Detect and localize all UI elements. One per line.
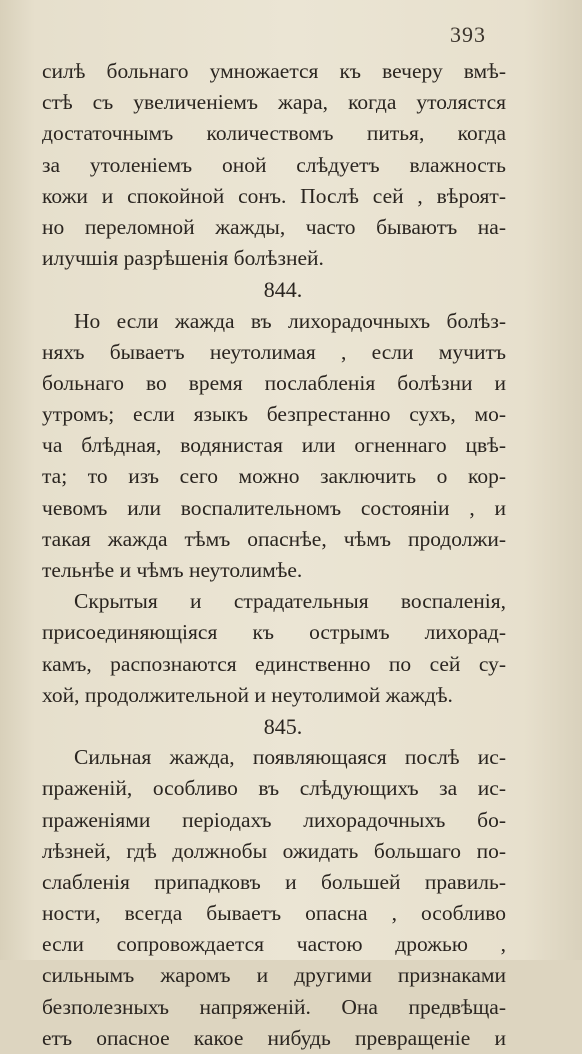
text-line: илучшія разрѣшенія болѣзней. [42, 246, 324, 271]
paragraph-844-2 [42, 586, 506, 711]
text-line: няхъ бываетъ неутолимая , если мучитъ [42, 339, 506, 364]
text-line: слабленія припадковъ и большей правиль- [42, 869, 506, 894]
text-line: достаточнымъ количествомъ питья, когда [42, 121, 506, 146]
text-line: хой, продолжительной и неутолимой жаждѣ. [42, 682, 453, 707]
text-line: Но если жажда въ лихорадочныхъ болѣз- [74, 308, 506, 333]
text-line: праженій, особливо въ слѣдующихъ за ис- [42, 776, 506, 801]
text-line: сильнымъ жаромъ и другими признаками [42, 963, 506, 988]
text-line: такая жажда тѣмъ опаснѣе, чѣмъ продолжи- [42, 526, 506, 551]
text-line: силѣ больнаго умножается къ вечеру вмѣ- [42, 59, 506, 83]
text-line: присоединяющіяся къ острымъ лихорад- [42, 620, 506, 645]
continued-paragraph [42, 56, 506, 274]
text-line: за утоленіемъ оной слѣдуетъ влажность [42, 152, 506, 177]
paragraph-844-1 [42, 306, 506, 587]
text-line: утромъ; если языкъ безпрестанно сухъ, мо- [42, 402, 506, 427]
text-line: Сильная жажда, появляющаяся послѣ ис- [74, 745, 506, 770]
text-line: но переломной жажды, часто бываютъ на- [42, 214, 506, 239]
text-line: если сопровождается частою дрожью , [42, 932, 506, 957]
text-line: Скрытыя и страдательныя воспаленія, [74, 589, 506, 614]
text-line: безполезныхъ напряженій. Она предвѣща- [42, 994, 506, 1019]
page-body [42, 56, 506, 1054]
section-heading-845: 845. [263, 713, 303, 739]
text-line: лѣзней, гдѣ должнобы ожидать большаго по- [42, 838, 506, 863]
text-line: тельнѣе и чѣмъ неутолимѣе. [42, 558, 303, 582]
text-line: кожи и спокойной сонъ. Послѣ сей , вѣроят- [42, 183, 506, 208]
text-line: чевомъ или воспалительномъ состояніи , и [42, 495, 506, 520]
text-line: та; то изъ сего можно заключить о кор- [42, 464, 506, 489]
paragraph-845-1 [42, 742, 506, 1054]
section-heading-844: 844. [263, 277, 303, 303]
text-line: праженіями періодахъ лихорадочныхъ бо- [42, 807, 506, 832]
text-line: больнаго во время послабленія болѣзни и [42, 370, 506, 395]
text-line: ча блѣдная, водянистая или огненнаго цвѣ- [42, 433, 506, 458]
text-line: етъ опасное какое нибудь превращеніе и [42, 1025, 506, 1050]
page-number: 393 [450, 22, 486, 47]
text-line: камъ, распознаются единственно по сей су- [42, 651, 506, 676]
text-line: ности, всегда бываетъ опасна , особливо [42, 901, 506, 926]
text-line: стѣ съ увеличеніемъ жара, когда утолястся [42, 90, 506, 115]
